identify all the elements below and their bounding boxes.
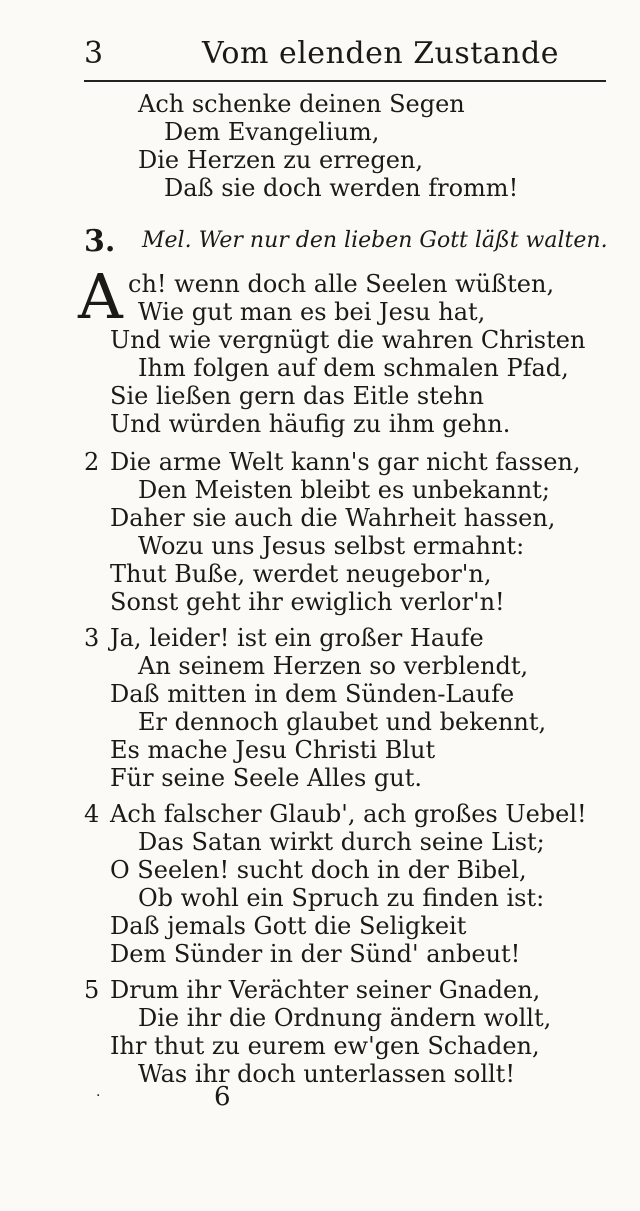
verse-line: Thut Buße, werdet neugebor'n, [110,560,492,588]
verse-line: Ihr thut zu eurem ew'gen Schaden, [110,1032,540,1060]
verse-line: Drum ihr Verächter seiner Gnaden, [110,976,541,1004]
hymn-number: 3. [84,224,116,259]
melody-note: Mel. Wer nur den lieben Gott läßt walten. [142,228,608,253]
verse-line: Sie ließen gern das Eitle stehn [110,382,484,410]
verse-line: Die arme Welt kann's gar nicht fassen, [110,448,581,476]
verse-line: Wozu uns Jesus selbst ermahnt: [138,532,525,560]
signature-mark: · [96,1088,101,1104]
verse-line: Daß jemals Gott die Seligkeit [110,912,467,940]
drop-cap: A [78,260,123,333]
page-number: 3 [84,36,104,71]
verse-line: Den Meisten bleibt es unbekannt; [138,476,550,504]
verse-line: Und wie vergnügt die wahren Christen [110,326,586,354]
verse-line: Ihm folgen auf dem schmalen Pfad, [138,354,569,382]
running-title: Vom elenden Zustande [202,36,559,71]
verse-line: O Seelen! sucht doch in der Bibel, [110,856,527,884]
verse-line: An seinem Herzen so verblendt, [138,652,529,680]
verse-line: Er dennoch glaubet und bekennt, [138,708,547,736]
verse-line: Daß mitten in dem Sünden-Laufe [110,680,515,708]
verse-line: Ach falscher Glaub', ach großes Uebel! [110,800,587,828]
verse-number: 5 [84,976,100,1004]
verse-line: Ja, leider! ist ein großer Haufe [110,624,484,652]
verse-line: Die ihr die Ordnung ändern wollt, [138,1004,552,1032]
verse-line: Das Satan wirkt durch seine List; [138,828,545,856]
verse-line: Wie gut man es bei Jesu hat, [138,298,486,326]
verse-line: Daher sie auch die Wahrheit hassen, [110,504,556,532]
verse-number: 3 [84,624,100,652]
intro-line: Die Herzen zu erregen, [138,146,424,174]
verse-line: Dem Sünder in der Sünd' anbeut! [110,940,521,968]
verse-line: Ob wohl ein Spruch zu finden ist: [138,884,545,912]
verse-line: Für seine Seele Alles gut. [110,764,422,792]
verse-number: 2 [84,448,100,476]
verse-line: Es mache Jesu Christi Blut [110,736,436,764]
verse-number: 4 [84,800,100,828]
catchword: 6 [214,1082,231,1112]
verse-line: Was ihr doch unterlassen sollt! [138,1060,515,1088]
verse-line: Sonst geht ihr ewiglich verlor'n! [110,588,505,616]
intro-line: Daß sie doch werden fromm! [164,174,519,202]
header-rule [84,80,606,82]
page-header [84,36,604,82]
verse-line: Und würden häufig zu ihm gehn. [110,410,511,438]
intro-line: Dem Evangelium, [164,118,380,146]
verse-line: ch! wenn doch alle Seelen wüßten, [128,270,555,298]
intro-line: Ach schenke deinen Segen [138,90,465,118]
